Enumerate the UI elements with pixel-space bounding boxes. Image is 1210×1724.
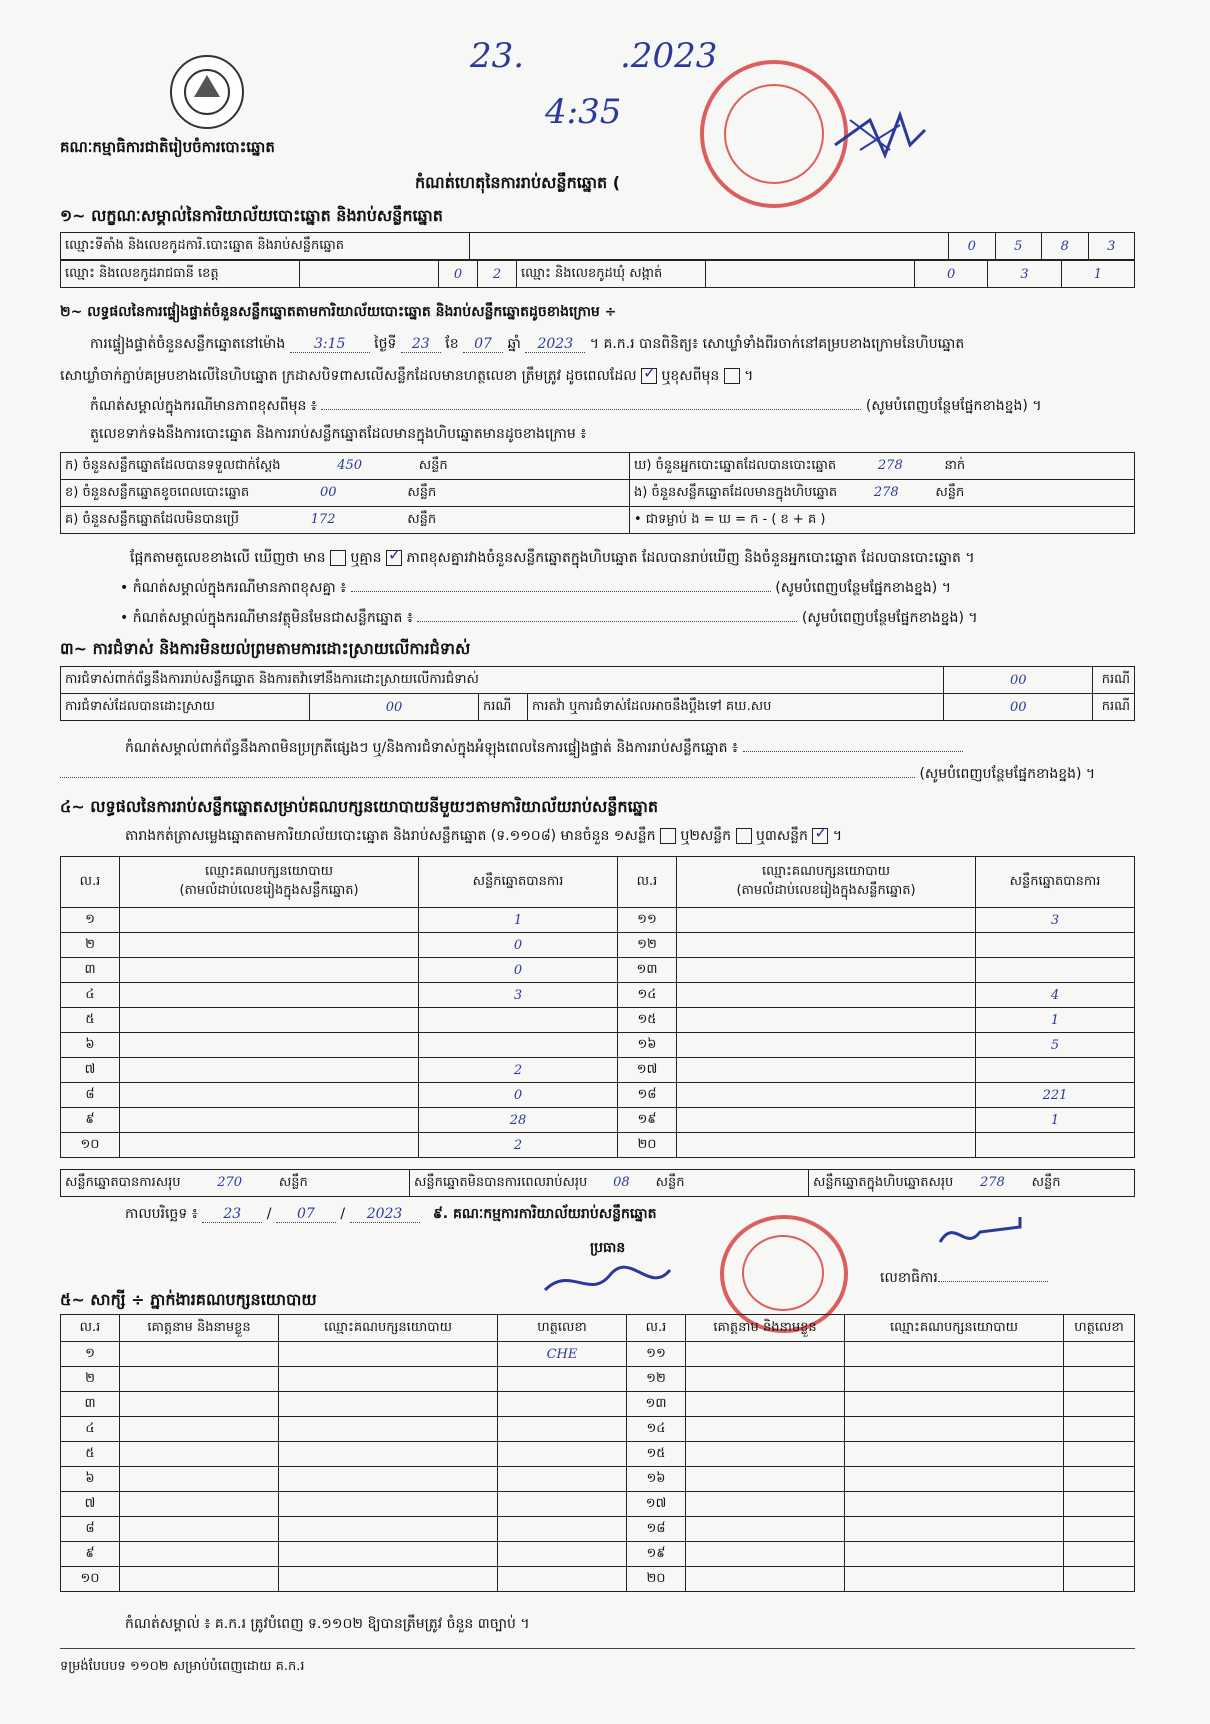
witness-name[interactable]	[120, 1467, 279, 1492]
chair-label: ប្រធាន	[590, 1240, 626, 1256]
party-name	[120, 958, 419, 983]
counts-row	[61, 453, 1135, 480]
witness-name[interactable]	[686, 1492, 845, 1517]
section1-title: ១~ លក្ខណៈសម្គាល់នៃការិយាល័យបោះឆ្នោត និងរាប់សន្លឹកឆ្នោត	[60, 206, 443, 225]
witness-signature[interactable]: CHE	[498, 1342, 627, 1367]
witness-signature[interactable]	[498, 1367, 627, 1392]
commune-code-digit: 3	[988, 261, 1061, 288]
witness-signature[interactable]	[1064, 1542, 1135, 1567]
count-left-cell: ក) ចំនួនសន្លឹកឆ្នោតដែលបានទទួលជាក់ស្តែង 450 សន្លឹក	[61, 453, 630, 480]
row-number: ៩	[61, 1108, 120, 1133]
station-code-digit: 3	[1088, 233, 1135, 260]
row-number: ១៨	[627, 1517, 686, 1542]
note2-value	[351, 591, 771, 592]
note2-line: • កំណត់សម្គាល់ក្នុងករណីមានភាពខុសគ្នា ៖ (សូមបំពេញបន្ថែមផ្នែកខាងខ្នង) ។	[120, 580, 951, 596]
row-number: ១០	[61, 1567, 120, 1592]
witness-party[interactable]	[279, 1342, 498, 1367]
witness-signature[interactable]	[1064, 1567, 1135, 1592]
col-no-header: ល.រ	[61, 857, 120, 908]
verify-month: 07	[463, 336, 503, 353]
col-votes-header: សន្លឹកឆ្នោតបានការ	[976, 857, 1135, 908]
witness-name[interactable]	[686, 1517, 845, 1542]
row-number: ១៥	[618, 1008, 677, 1033]
result-row	[61, 1033, 1135, 1058]
unit-label: ករណី	[1093, 667, 1135, 694]
counts-table	[60, 452, 1135, 534]
party-name	[677, 1033, 976, 1058]
row-number: ៣	[61, 1392, 120, 1417]
party-name	[677, 983, 976, 1008]
resolved-label: ការជំទាស់ដែលបានដោះស្រាយ	[61, 694, 310, 721]
row-number: ១៩	[618, 1108, 677, 1133]
party-votes: 0	[419, 958, 618, 983]
party-name	[120, 1133, 419, 1158]
section3-note-line: កំណត់សម្គាល់ពាក់ព័ន្ធនឹងភាពមិនប្រក្រតីផ្សេងៗ ឬ/និងការជំទាស់ក្នុងអំឡុងពេលនៃការផ្ទៀងផ្ទាត់ និងការរាប់សន្លឹកឆ្នោត ៖	[125, 738, 963, 759]
section3-note-line2: (សូមបំពេញបន្ថែមផ្នែកខាងខ្នង) ។	[60, 764, 1135, 785]
row-number: ៥	[61, 1442, 120, 1467]
form-footer: ទម្រង់បែបបទ ១១០២ សម្រាប់បំពេញដោយ គ.ក.រ	[60, 1659, 305, 1674]
row-number: ៤	[61, 983, 120, 1008]
row-number: ១៦	[627, 1467, 686, 1492]
verification-paragraph	[90, 334, 964, 355]
col-party-header: ឈ្មោះគណបក្សនយោបាយ	[845, 1315, 1064, 1342]
witness-party[interactable]	[845, 1542, 1064, 1567]
row-number: ១៩	[627, 1542, 686, 1567]
total-invalid-cell: សន្លឹកឆ្នោតមិនបានការពេលរាប់សរុប 08 សន្លឹក	[410, 1170, 809, 1197]
row-number: ១៣	[627, 1392, 686, 1417]
witness-party[interactable]	[279, 1442, 498, 1467]
row-number: ១២	[627, 1367, 686, 1392]
party-name	[120, 908, 419, 933]
note3-line: • កំណត់សម្គាល់ក្នុងករណីមានវត្ថុមិនមែនជាសន្លឹកឆ្នោត ៖ (សូមបំពេញបន្ថែមផ្នែកខាងខ្នង) ។	[120, 610, 978, 626]
commune-code-digit: 1	[1061, 261, 1134, 288]
commune-code-digit: 0	[915, 261, 988, 288]
year-label: ឆ្នាំ	[507, 336, 521, 352]
col-no-header: ល.រ	[618, 857, 677, 908]
total-box-value: 278	[980, 1174, 1005, 1190]
unused-ballots-value: 172	[310, 511, 336, 527]
party-votes: 1	[976, 1108, 1135, 1133]
witness-row	[61, 1567, 1135, 1592]
party-votes: 3	[976, 908, 1135, 933]
tally-sheets-line: តារាងកត់ត្រាសម្លេងឆ្នោតតាមការិយាល័យបោះឆ្នោត និងរាប់សន្លឹកឆ្នោត (ទ.១១០៨) មានចំនួន ១សន្លឹក ឬ២សន្លឹក ឬ៣សន្លឹក ✓ ។	[125, 826, 842, 847]
section4-title: ៤~ លទ្ធផលនៃការរាប់សន្លឹកឆ្នោតសម្រាប់គណបក្សនយោបាយនីមួយៗតាមការិយាល័យរាប់សន្លឹកឆ្នោត	[60, 797, 659, 816]
box-ballots-value: 278	[873, 484, 899, 500]
station-name-value	[470, 233, 949, 260]
witness-signature[interactable]	[1064, 1517, 1135, 1542]
party-name	[120, 1008, 419, 1033]
party-name	[120, 1058, 419, 1083]
footnote: កំណត់សម្គាល់ ៖ គ.ក.រ ត្រូវបំពេញ ទ.១១០២ ឱ្យបានត្រឹមត្រូវ ចំនួន ៣ច្បាប់ ។	[125, 1616, 530, 1632]
witness-name[interactable]	[120, 1417, 279, 1442]
result-row	[61, 958, 1135, 983]
row-number: ៥	[61, 1008, 120, 1033]
party-votes: 2	[419, 1133, 618, 1158]
row-number: ២	[61, 933, 120, 958]
party-name	[677, 1008, 976, 1033]
secretary-line: លេខាធិការ	[880, 1268, 1048, 1289]
official-stamp-top	[700, 60, 848, 208]
section1-table	[60, 232, 1135, 260]
witness-signature[interactable]	[1064, 1467, 1135, 1492]
note1-value	[321, 409, 861, 410]
section2-title: ២~ លទ្ធផលនៃការផ្ទៀងផ្ទាត់ចំនួនសន្លឹកឆ្នោតតាមការិយាល័យបោះឆ្នោត និងរាប់សន្លឹកឆ្នោតដូចខាងក្រោម ÷	[60, 304, 617, 320]
signing-date-line: កាលបរិច្ឆេទ ៖ 23 / 07 / 2023 ៩. គណៈកម្មការការិយាល័យរាប់សន្លឹកឆ្នោត	[125, 1206, 657, 1222]
three-sheet-checkbox[interactable]	[812, 828, 828, 844]
col-name-header: គោត្តនាម និងនាមខ្លួន	[120, 1315, 279, 1342]
party-votes	[976, 958, 1135, 983]
party-name	[677, 1108, 976, 1133]
total-box-cell: សន្លឹកឆ្នោតក្នុងហិបឆ្នោតសរុប 278 សន្លឹក	[809, 1170, 1135, 1197]
witness-row	[61, 1467, 1135, 1492]
witness-signature[interactable]	[1064, 1442, 1135, 1467]
party-name	[120, 1108, 419, 1133]
para1-a: ការផ្ទៀងផ្ទាត់ចំនួនសន្លឹកឆ្នោតនៅម៉ោង	[90, 336, 286, 352]
witness-name[interactable]	[686, 1542, 845, 1567]
witness-name[interactable]	[686, 1367, 845, 1392]
row-number: ១៤	[618, 983, 677, 1008]
commune-label: ឈ្មោះ និងលេខកូដឃុំ សង្កាត់	[517, 261, 706, 288]
party-votes	[976, 1133, 1135, 1158]
party-name	[120, 983, 419, 1008]
col-no-header: ល.រ	[627, 1315, 686, 1342]
witness-party[interactable]	[845, 1467, 1064, 1492]
party-results-table	[60, 856, 1135, 1158]
witness-row	[61, 1492, 1135, 1517]
commune-value	[706, 261, 915, 288]
appeal-label: ការតវ៉ា ឬការជំទាស់ដែលអាចនឹងប្តឹងទៅ គឃ.សប	[528, 694, 944, 721]
witness-name[interactable]	[120, 1517, 279, 1542]
handwritten-date-day: 23.	[470, 36, 525, 76]
col-no-header: ល.រ	[61, 1315, 120, 1342]
party-votes: 28	[419, 1108, 618, 1133]
party-name	[120, 1083, 419, 1108]
row-number: ១៤	[627, 1417, 686, 1442]
result-row	[61, 1133, 1135, 1158]
col-party-header: ឈ្មោះគណបក្សនយោបាយ (តាមលំដាប់លេខរៀងក្នុងសន្លឹកឆ្នោត)	[677, 857, 976, 908]
no-difference-checkbox[interactable]	[386, 550, 402, 566]
witness-signature[interactable]	[498, 1392, 627, 1417]
row-number: ៤	[61, 1417, 120, 1442]
party-name	[677, 933, 976, 958]
form-title: កំណត់ហេតុនៃការរាប់សន្លឹកឆ្នោត (	[415, 173, 621, 192]
total-valid-value: 270	[217, 1174, 243, 1190]
witness-signature[interactable]	[498, 1417, 627, 1442]
witness-party[interactable]	[845, 1342, 1064, 1367]
party-name	[677, 908, 976, 933]
witness-name[interactable]	[686, 1567, 845, 1592]
result-row	[61, 1083, 1135, 1108]
has-difference-checkbox[interactable]	[330, 550, 346, 566]
party-name	[677, 1133, 976, 1158]
section1-table-row2	[60, 260, 1135, 288]
section3-note-value	[743, 751, 963, 752]
different-checkbox[interactable]	[724, 368, 740, 384]
row-number: ២០	[618, 1133, 677, 1158]
appeal-value: 00	[944, 694, 1093, 721]
row-number: ១០	[61, 1133, 120, 1158]
row-number: ៨	[61, 1517, 120, 1542]
para2-tail: ឬខុសពីមុន	[661, 368, 720, 384]
same-checkbox[interactable]	[641, 368, 657, 384]
note1-hint: (សូមបំពេញបន្ថែមផ្នែកខាងខ្នង) ។	[865, 398, 1042, 414]
received-ballots-value: 450	[337, 457, 363, 473]
row-number: ៦	[61, 1033, 120, 1058]
row-number: ១	[61, 908, 120, 933]
row-number: ៨	[61, 1083, 120, 1108]
party-votes: 0	[419, 933, 618, 958]
note1-label: កំណត់សម្គាល់ក្នុងករណីមានភាពខុសពីមុន ៖	[90, 398, 317, 414]
result-row	[61, 1108, 1135, 1133]
result-row	[61, 983, 1135, 1008]
party-name	[120, 933, 419, 958]
verify-year: 2023	[525, 336, 585, 353]
row-number: ៣	[61, 958, 120, 983]
witness-party[interactable]	[845, 1442, 1064, 1467]
count-right-cell: ឃ) ចំនួនអ្នកបោះឆ្នោតដែលបានបោះឆ្នោត 278 នាក់	[630, 453, 1135, 480]
verify-day: 23	[401, 336, 441, 353]
party-votes: 3	[419, 983, 618, 1008]
witness-name[interactable]	[686, 1467, 845, 1492]
witness-party[interactable]	[845, 1367, 1064, 1392]
party-name	[677, 1058, 976, 1083]
two-sheet-checkbox[interactable]	[736, 828, 752, 844]
total-valid-cell: សន្លឹកឆ្នោតបានការសរុប 270 សន្លឹក	[61, 1170, 410, 1197]
station-code-digit: 0	[949, 233, 996, 260]
party-votes	[419, 1033, 618, 1058]
verify-time: 3:15	[290, 336, 370, 353]
result-row	[61, 1058, 1135, 1083]
witness-party[interactable]	[279, 1492, 498, 1517]
station-code-digit: 5	[995, 233, 1042, 260]
party-votes: 0	[419, 1083, 618, 1108]
signature-top	[830, 100, 930, 170]
witness-name[interactable]	[120, 1567, 279, 1592]
party-votes	[976, 933, 1135, 958]
row-number: ១៨	[618, 1083, 677, 1108]
witness-signature[interactable]	[498, 1492, 627, 1517]
row-number: ១៣	[618, 958, 677, 983]
party-name	[677, 1083, 976, 1108]
row-number: ២	[61, 1367, 120, 1392]
seal-paragraph: សោឃ្លាំចាក់ភ្ជាប់គម្របខាងលើនៃហិបឆ្នោត ក្រដាសបិទពាសលើសន្លឹកដែលមានហត្ថលេខា ត្រឹមត្រូវ ដូចពេលដែល ✓ ឬខុសពីមុន ។	[60, 366, 753, 387]
note3-value	[417, 621, 797, 622]
row-number: ៦	[61, 1467, 120, 1492]
witness-name[interactable]	[120, 1492, 279, 1517]
spoiled-ballots-value: 00	[319, 484, 337, 500]
resolved-value: 00	[310, 694, 479, 721]
witness-row	[61, 1367, 1135, 1392]
compare-line: ផ្អែកតាមតួលេខខាងលើ ឃើញថា មាន ឬគ្មាន ✓ ភាពខុសគ្នារវាងចំនួនសន្លឹកឆ្នោតក្នុងហិបឆ្នោត ដែលបានរាប់ឃើញ និងចំនួនអ្នកបោះឆ្នោត ដែលបានបោះឆ្នោត ។	[130, 548, 975, 569]
party-votes	[976, 1058, 1135, 1083]
col-party-header: ឈ្មោះគណបក្សនយោបាយ	[279, 1315, 498, 1342]
sign-month: 07	[276, 1206, 336, 1223]
col-sign-header: ហត្ថលេខា	[498, 1315, 627, 1342]
handwritten-date-year: .2023	[620, 36, 718, 76]
col-sign-header: ហត្ថលេខា	[1064, 1315, 1135, 1342]
row-number: ១១	[627, 1342, 686, 1367]
witness-row	[61, 1342, 1135, 1367]
sign-day: 23	[202, 1206, 262, 1223]
counts-row	[61, 480, 1135, 507]
party-name	[120, 1033, 419, 1058]
counts-row	[61, 507, 1135, 534]
secretary-signature	[935, 1212, 1025, 1262]
row-number: ២០	[627, 1567, 686, 1592]
witness-signature[interactable]	[498, 1517, 627, 1542]
row-number: ៩	[61, 1542, 120, 1567]
witness-name[interactable]	[120, 1342, 279, 1367]
note1-line	[90, 396, 1042, 417]
party-votes: 4	[976, 983, 1135, 1008]
row-number: ១២	[618, 933, 677, 958]
witness-signature[interactable]	[1064, 1392, 1135, 1417]
witness-row	[61, 1517, 1135, 1542]
objections-table	[60, 666, 1135, 721]
col-votes-header: សន្លឹកឆ្នោតបានការ	[419, 857, 618, 908]
handwritten-time: 4:35	[545, 92, 622, 132]
witness-party[interactable]	[279, 1542, 498, 1567]
witness-party[interactable]	[279, 1517, 498, 1542]
witness-row	[61, 1417, 1135, 1442]
witness-row	[61, 1392, 1135, 1417]
witness-name[interactable]	[120, 1542, 279, 1567]
result-row	[61, 1008, 1135, 1033]
witness-signature[interactable]	[1064, 1367, 1135, 1392]
para1-b: ។ គ.ក.រ បានពិនិត្យ៖ សោឃ្លាំទាំងពីរចាក់នៅគម្របខាងក្រោមនៃហិបឆ្នោត	[589, 336, 965, 352]
total-invalid-value: 08	[613, 1174, 630, 1190]
row-number: ១	[61, 1342, 120, 1367]
nec-logo	[170, 55, 244, 129]
col-party-header: ឈ្មោះគណបក្សនយោបាយ (តាមលំដាប់លេខរៀងក្នុងសន្លឹកឆ្នោត)	[120, 857, 419, 908]
voters-value: 278	[877, 457, 903, 473]
witness-name[interactable]	[686, 1417, 845, 1442]
witness-name[interactable]	[120, 1367, 279, 1392]
row-number: ១៧	[618, 1058, 677, 1083]
station-code-digit: 8	[1042, 233, 1089, 260]
party-name	[677, 958, 976, 983]
witness-row	[61, 1442, 1135, 1467]
witness-name[interactable]	[686, 1392, 845, 1417]
result-row	[61, 908, 1135, 933]
row-number: ១១	[618, 908, 677, 933]
witness-signature[interactable]	[1064, 1417, 1135, 1442]
station-label: ឈ្មោះទីតាំង និងលេខកូដការិ.បោះឆ្នោត និងរាប់សន្លឹកឆ្នោត	[61, 233, 470, 260]
party-votes: 1	[419, 908, 618, 933]
witness-signature[interactable]	[498, 1442, 627, 1467]
witness-signature[interactable]	[1064, 1342, 1135, 1367]
chair-signature	[540, 1255, 680, 1315]
objections-label: ការជំទាស់ពាក់ព័ន្ធនឹងការរាប់សន្លឹកឆ្នោត និងការតវ៉ាទៅនឹងការដោះស្រាយលើការជំទាស់	[61, 667, 944, 694]
party-votes: 5	[976, 1033, 1135, 1058]
org-name: គណៈកម្មាធិការជាតិរៀបចំការបោះឆ្នោត	[60, 138, 275, 156]
committee-label: ៩. គណៈកម្មការការិយាល័យរាប់សន្លឹកឆ្នោត	[432, 1206, 657, 1222]
province-code-digit: 0	[439, 261, 478, 288]
month-label: ខែ	[445, 336, 459, 352]
unit-label: ករណី	[479, 694, 528, 721]
section5-title: ៥~ សាក្សី ÷ ភ្នាក់ងារគណបក្សនយោបាយ	[60, 1290, 317, 1309]
count-left-cell: ខ) ចំនួនសន្លឹកឆ្នោតខូចពេលបោះឆ្នោត 00 សន្លឹក	[61, 480, 630, 507]
row-number: ១៥	[627, 1442, 686, 1467]
witness-party[interactable]	[845, 1517, 1064, 1542]
unit-label: ករណី	[1093, 694, 1135, 721]
witness-party[interactable]	[279, 1367, 498, 1392]
party-votes: 221	[976, 1083, 1135, 1108]
one-sheet-checkbox[interactable]	[660, 828, 676, 844]
count-left-cell: គ) ចំនួនសន្លឹកឆ្នោតដែលមិនបានប្រើ 172 សន្លឹក	[61, 507, 630, 534]
witness-name[interactable]	[120, 1392, 279, 1417]
row-number: ៧	[61, 1492, 120, 1517]
witness-party[interactable]	[279, 1417, 498, 1442]
witness-signature[interactable]	[498, 1467, 627, 1492]
witness-name[interactable]	[686, 1342, 845, 1367]
witness-party[interactable]	[279, 1567, 498, 1592]
row-number: ១៧	[627, 1492, 686, 1517]
province-value	[300, 261, 439, 288]
row-number: ១៦	[618, 1033, 677, 1058]
witness-party[interactable]	[279, 1467, 498, 1492]
witness-party[interactable]	[845, 1417, 1064, 1442]
witness-name[interactable]	[120, 1442, 279, 1467]
witness-signature[interactable]	[498, 1567, 627, 1592]
witness-party[interactable]	[845, 1567, 1064, 1592]
counts-intro: តួលេខទាក់ទងនឹងការបោះឆ្នោត និងការរាប់សន្លឹកឆ្នោតដែលមានក្នុងហិបឆ្នោតមានដូចខាងក្រោម ៖	[90, 426, 587, 442]
party-votes: 1	[976, 1008, 1135, 1033]
row-number: ៧	[61, 1058, 120, 1083]
result-row	[61, 933, 1135, 958]
para2: សោឃ្លាំចាក់ភ្ជាប់គម្របខាងលើនៃហិបឆ្នោត ក្រដាសបិទពាសលើសន្លឹកដែលមានហត្ថលេខា ត្រឹមត្រូវ ដូចពេលដែល	[60, 368, 637, 384]
party-votes	[419, 1008, 618, 1033]
formula-cell: • ជាទម្លាប់ ង = ឃ = ក - ( ខ + គ )	[630, 507, 1135, 534]
day-label: ថ្ងៃទី	[374, 336, 397, 352]
province-label: ឈ្មោះ និងលេខកូដរាជធានី ខេត្ត	[61, 261, 300, 288]
section3-title: ៣~ ការជំទាស់ និងការមិនយល់ព្រមតាមការដោះស្រាយលើការជំទាស់	[60, 639, 471, 658]
party-votes: 2	[419, 1058, 618, 1083]
objections-value: 00	[944, 667, 1093, 694]
witness-table	[60, 1314, 1135, 1592]
witness-party[interactable]	[845, 1392, 1064, 1417]
witness-signature[interactable]	[1064, 1492, 1135, 1517]
col-name-header: គោត្តនាម និងនាមខ្លួន	[686, 1315, 845, 1342]
totals-row	[60, 1169, 1135, 1197]
witness-party[interactable]	[279, 1392, 498, 1417]
sign-year: 2023	[350, 1206, 420, 1223]
witness-row	[61, 1542, 1135, 1567]
witness-signature[interactable]	[498, 1542, 627, 1567]
witness-name[interactable]	[686, 1442, 845, 1467]
witness-party[interactable]	[845, 1492, 1064, 1517]
count-right-cell: ង) ចំនួនសន្លឹកឆ្នោតដែលមានក្នុងហិបឆ្នោត 278 សន្លឹក	[630, 480, 1135, 507]
province-code-digit: 2	[478, 261, 517, 288]
